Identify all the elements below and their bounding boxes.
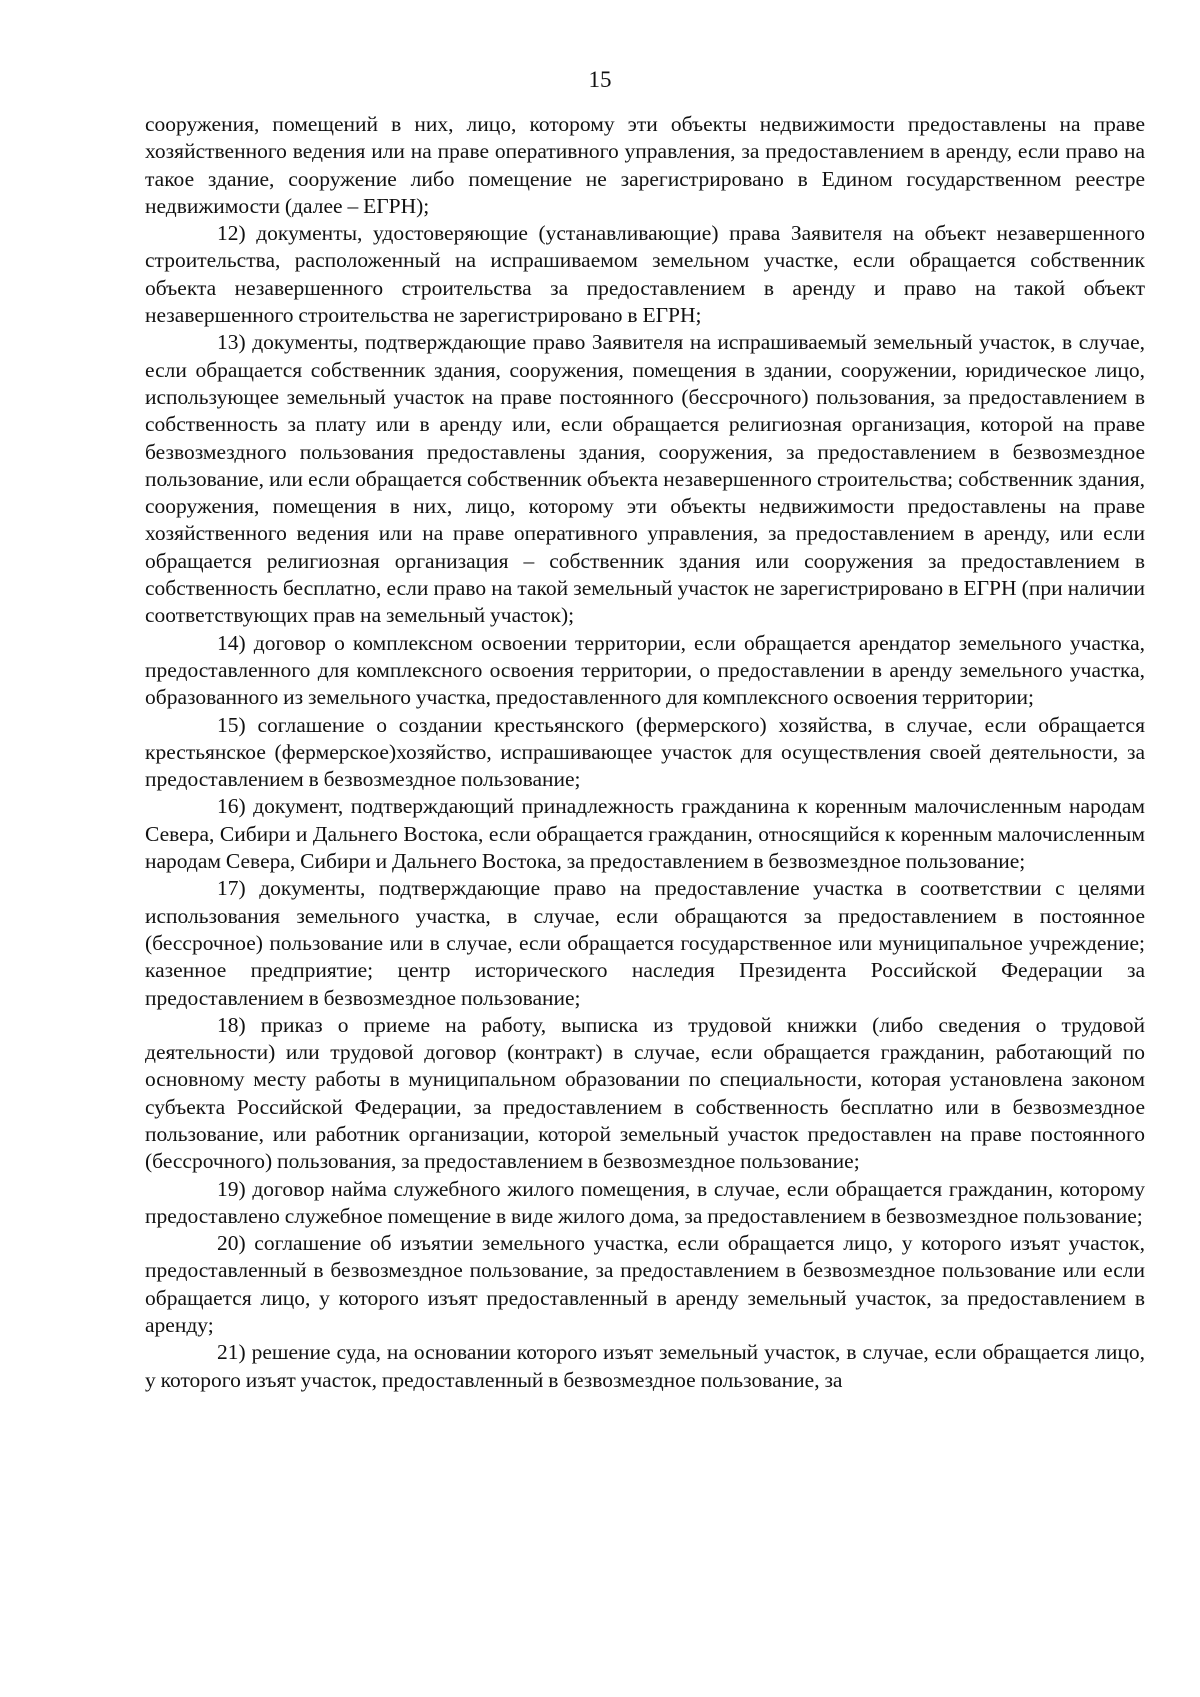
paragraph-item-16: 16) документ, подтверждающий принадлежность гражданина к коренным малочисленным народам Севера, Сибири и Дальнего Востока, если обращается гражданин, относящийся к коренным малочисленным народам Севера, Сибири и Дальнего Востока, за предоставлением в безвозмездное пользование; [145, 794, 1145, 874]
page-number: 15 [588, 67, 612, 92]
paragraph-item-14: 14) договор о комплексном освоении территории, если обращается арендатор земельного участка, предоставленного для комплексного освоения территории, о предоставлении в аренду земельного участка, образованного из земельного участка, предоставленного для комплексного освоения территории; [145, 630, 1145, 710]
paragraph-item-18: 18) приказ о приеме на работу, выписка из трудовой книжки (либо сведения о трудовой деятельности) или трудовой договор (контракт) в случае, если обращается гражданин, работающий по основному месту работы в муниципальном образовании по специальности, которая установлена законом субъекта Российской Федерации, за предоставлением в собственность бесплатно или в безвозмездное пользование, или работник организации, которой земельный участок предоставлен на праве постоянного (бессрочного) пользования, за предоставлением в безвозмездное пользование; [145, 1012, 1145, 1174]
paragraph-item-21: 21) решение суда, на основании которого изъят земельный участок, в случае, если обращается лицо, у которого изъят участок, предоставленный в безвозмездное пользование, за [145, 1340, 1145, 1392]
paragraph-item-12: 12) документы, удостоверяющие (устанавливающие) права Заявителя на объект незавершенного строительства, расположенный на испрашиваемом земельном участке, если обращается собственник объекта незавершенного строительства за предоставлением в аренду и право на такой объект незавершенного строительства не зарегистрировано в ЕГРН; [145, 221, 1145, 328]
paragraph-item-19: 19) договор найма служебного жилого помещения, в случае, если обращается гражданин, которому предоставлено служебное помещение в виде жилого дома, за предоставлением в безвозмездное пользование; [145, 1176, 1145, 1228]
document-body [145, 111, 1145, 1394]
paragraph-continuation: сооружения, помещений в них, лицо, которому эти объекты недвижимости предоставлены на праве хозяйственного ведения или на праве оперативного управления, за предоставлением в аренду, если право на такое здание, сооружение либо помещение не зарегистрировано в Едином государственном реестре недвижимости (далее – ЕГРН); [145, 112, 1145, 218]
paragraph-item-20: 20) соглашение об изъятии земельного участка, если обращается лицо, у которого изъят участок, предоставленный в безвозмездное пользование, за предоставлением в безвозмездное пользование или если обращается лицо, у которого изъят предоставленный в аренду земельный участок, за предоставлением в аренду; [145, 1231, 1145, 1338]
paragraph-item-15: 15) соглашение о создании крестьянского (фермерского) хозяйства, в случае, если обращается крестьянское (фермерское)хозяйство, испрашивающее участок для осуществления своей деятельности, за предоставлением в безвозмездное пользование; [145, 712, 1145, 792]
paragraph-item-13: 13) документы, подтверждающие право Заявителя на испрашиваемый земельный участок, в случае, если обращается собственник здания, сооружения, помещения в здании, сооружении, юридическое лицо, использующее земельный участок на праве постоянного (бессрочного) пользования, за предоставлением в собственность за плату или в аренду или, если обращается религиозная организация, которой на праве безвозмездного пользования предоставлены здания, сооружения, за предоставлением в безвозмездное пользование, или если обращается собственник объекта незавершенного строительства; собственник здания, сооружения, помещения в них, лицо, которому эти объекты недвижимости предоставлены на праве хозяйственного ведения или на праве оперативного управления, за предоставлением в аренду, или если обращается религиозная организация – собственник здания или сооружения за предоставлением в собственность бесплатно, если право на такой земельный участок не зарегистрировано в ЕГРН (при наличии соответствующих прав на земельный участок); [145, 330, 1145, 628]
paragraph-item-17: 17) документы, подтверждающие право на предоставление участка в соответствии с целями использования земельного участка, в случае, если обращаются за предоставлением в постоянное (бессрочное) пользование или в случае, если обращается государственное или муниципальное учреждение; казенное предприятие; центр исторического наследия Президента Российской Федерации за предоставлением в безвозмездное пользование; [145, 876, 1145, 1010]
